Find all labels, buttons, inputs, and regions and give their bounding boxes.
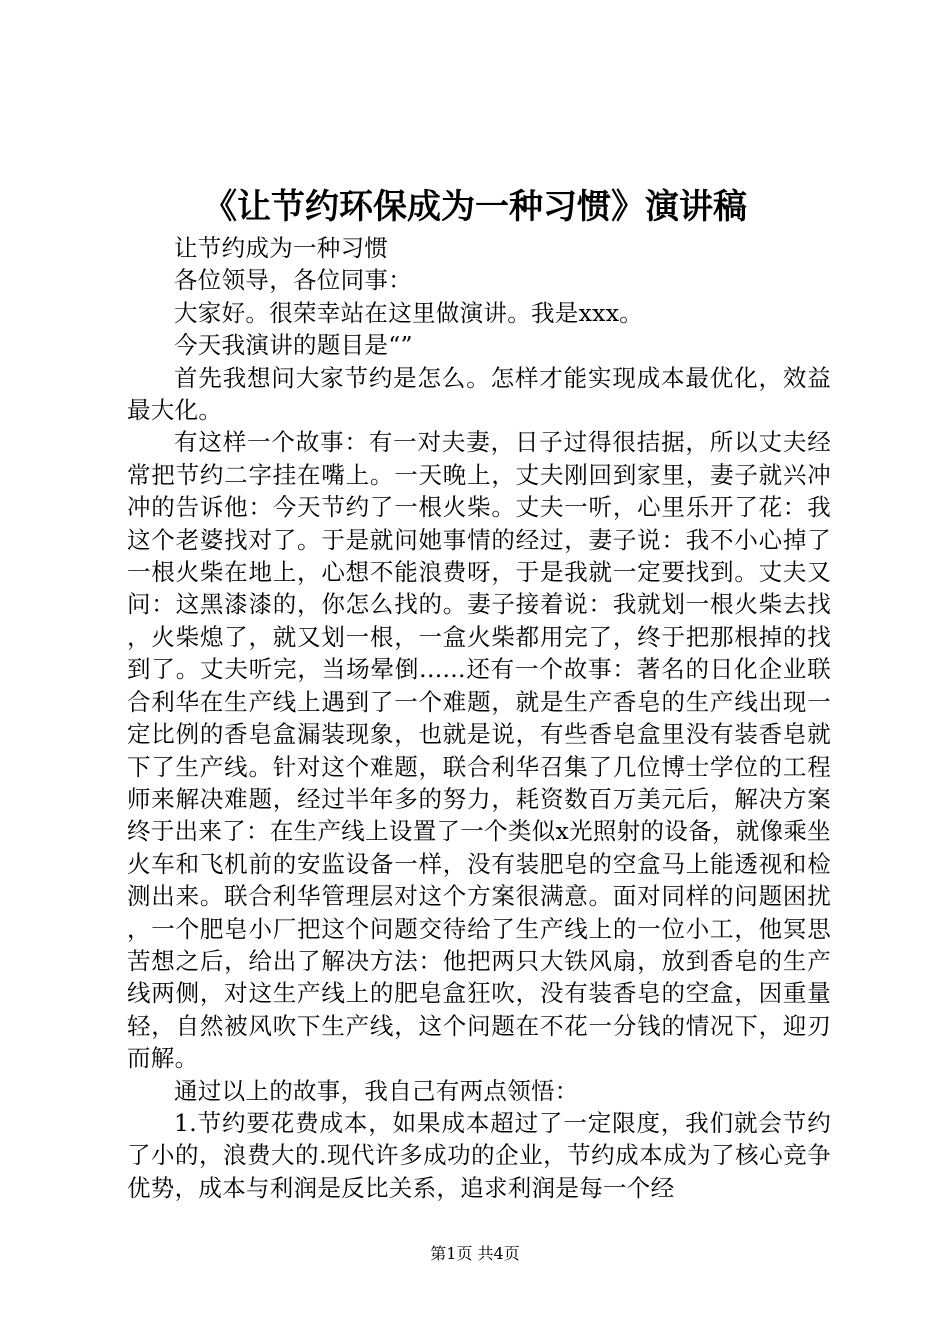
paragraph-insights-intro: 通过以上的故事，我自己有两点领悟： — [174, 1076, 579, 1105]
document-title: 《让节约环保成为一种习惯》演讲稿 — [203, 187, 747, 227]
paragraph-salutation: 各位领导，各位同事： — [174, 266, 412, 295]
paragraph-question: 首先我想问大家节约是怎么。怎样才能实现成本最优化，效益最大化。 — [127, 363, 831, 425]
paragraph-topic: 今天我演讲的题目是“” — [174, 331, 413, 360]
paragraph-greeting: 大家好。很荣幸站在这里做演讲。我是xxx。 — [174, 298, 644, 327]
paragraph-stories: 有这样一个故事：有一对夫妻，日子过得很拮据，所以丈夫经常把节约二字挂在嘴上。一天晚上，丈夫刚回到家里，妻子就兴冲冲的告诉他：今天节约了一根火柴。丈夫一听，心里乐开了花：我这个老婆找对了。于是就问她事情的经过，妻子说：我不小心掉了一根火柴在地上，心想不能浪费呀，于是我就一定要找到。丈夫又问：这黑漆漆的，你怎么找的。妻子接着说：我就划一根火柴去找，火柴熄了，就又划一根，一盒火柴都用完了，终于把那根掉的找到了。丈夫听完，当场晕倒......还有一个故事：著名的日化企业联合利华在生产线上遇到了一个难题，就是生产香皂的生产线出现一定比例的香皂盒漏装现象，也就是说，有些香皂盒里没有装香皂就下了生产线。针对这个难题，联合利华召集了几位博士学位的工程师来解决难题，经过半年多的努力，耗资数百万美元后，解决方案终于出来了：在生产线上设置了一个类似x光照射的设备，就像乘坐火车和飞机前的安监设备一样，没有装肥皂的空盒马上能透视和检测出来。联合利华管理层对这个方案很满意。面对同样的问题困扰，一个肥皂小厂把这个问题交待给了生产线上的一位小工，他冥思苦想之后，给出了解决方法：他把两只大铁风扇，放到香皂的生产线两侧，对这生产线上的肥皂盒狂吹，没有装香皂的空盒，因重量轻，自然被风吹下生产线，这个问题在不花一分钱的情况下，迎刃而解。 — [127, 428, 831, 1073]
page-footer: 第1页 共4页 — [430, 1244, 520, 1263]
paragraph-insight-one: 1.节约要花费成本，如果成本超过了一定限度，我们就会节约了小的，浪费大的.现代许多成功的企业，节约成本成为了核心竞争优势，成本与利润是反比关系，追求利润是每一个经 — [127, 1108, 831, 1202]
document-body — [127, 232, 831, 1204]
paragraph-subtitle: 让节约成为一种习惯 — [174, 234, 389, 262]
